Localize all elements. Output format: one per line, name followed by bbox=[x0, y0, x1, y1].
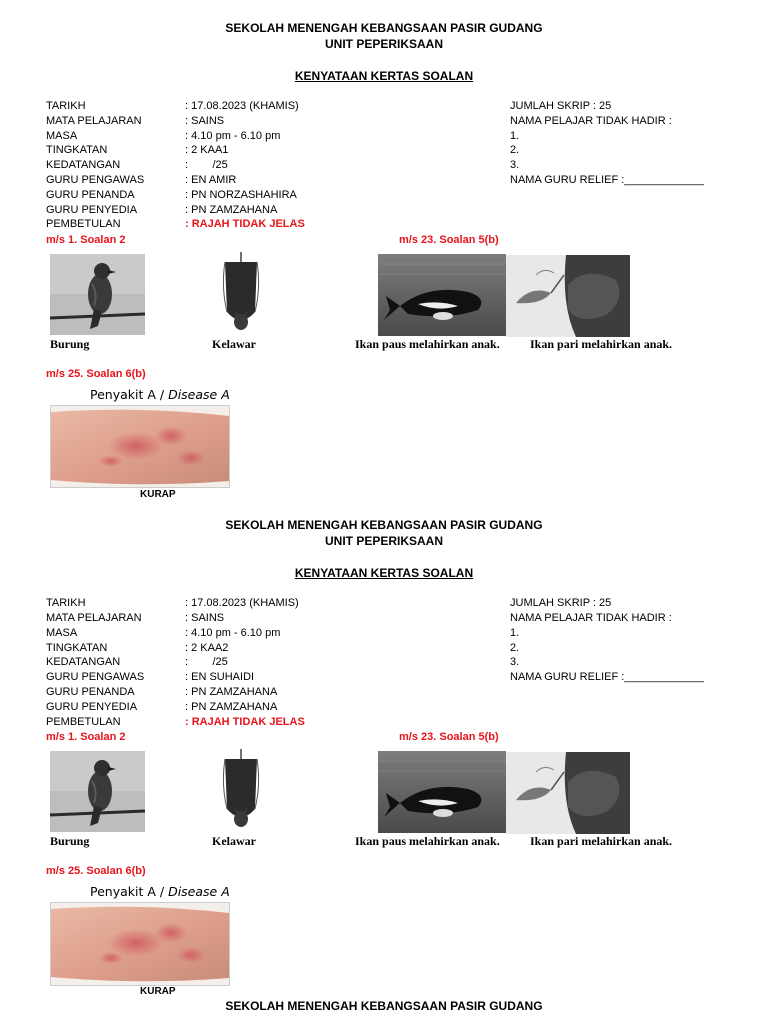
page-ref: m/s 1. Soalan 2 bbox=[46, 234, 126, 246]
field-label: TARIKH bbox=[46, 100, 86, 112]
field-value: : PN ZAMZAHANA bbox=[185, 686, 278, 698]
relief-teacher: NAMA GURU RELIEF :_____________ bbox=[510, 174, 704, 186]
field-value: : 17.08.2023 (KHAMIS) bbox=[185, 597, 299, 609]
field-value: : 2 KAA1 bbox=[185, 144, 229, 156]
field-label: MASA bbox=[46, 627, 78, 639]
document-title: KENYATAAN KERTAS SOALAN bbox=[294, 566, 474, 580]
field-label: PEMBETULAN bbox=[46, 716, 121, 728]
image-label: KURAP bbox=[140, 489, 176, 500]
field-label: GURU PENGAWAS bbox=[46, 174, 145, 186]
absent-item: 2. bbox=[510, 642, 520, 654]
caption: Kelawar bbox=[212, 337, 256, 351]
field-value: : /25 bbox=[185, 159, 228, 171]
field-value: : EN AMIR bbox=[185, 174, 237, 186]
disease-label: Penyakit A / Disease A bbox=[90, 884, 230, 899]
field-value: : 4.10 pm - 6.10 pm bbox=[185, 627, 281, 639]
field-label: TARIKH bbox=[46, 597, 86, 609]
field-value: : PN ZAMZAHANA bbox=[185, 204, 278, 216]
bird-image bbox=[50, 751, 145, 832]
absent-item: 1. bbox=[510, 130, 520, 142]
stingray-image bbox=[506, 255, 630, 337]
caption: Burung bbox=[50, 337, 90, 351]
image-label: KURAP bbox=[140, 986, 176, 997]
absent-item: 3. bbox=[510, 656, 520, 668]
school-name: SEKOLAH MENENGAH KEBANGSAAN PASIR GUDANG bbox=[225, 21, 543, 35]
bat-image bbox=[215, 252, 267, 335]
field-value: : 4.10 pm - 6.10 pm bbox=[185, 130, 281, 142]
caption: Ikan pari melahirkan anak. bbox=[530, 337, 673, 351]
skin-rash-image bbox=[50, 405, 230, 488]
caption: Ikan paus melahirkan anak. bbox=[355, 337, 500, 351]
document-title: KENYATAAN KERTAS SOALAN bbox=[294, 69, 474, 83]
skin-rash-image bbox=[50, 902, 230, 986]
whale-image bbox=[378, 254, 506, 336]
page-ref: m/s 1. Soalan 2 bbox=[46, 731, 126, 743]
absent-label: NAMA PELAJAR TIDAK HADIR : bbox=[510, 612, 672, 624]
caption: Kelawar bbox=[212, 834, 256, 848]
field-label: KEDATANGAN bbox=[46, 159, 121, 171]
correction-value: : RAJAH TIDAK JELAS bbox=[185, 218, 305, 230]
field-value: : PN NORZASHAHIRA bbox=[185, 189, 297, 201]
absent-item: 3. bbox=[510, 159, 520, 171]
total-scripts: JUMLAH SKRIP : 25 bbox=[510, 100, 612, 112]
field-label: KEDATANGAN bbox=[46, 656, 121, 668]
field-label: TINGKATAN bbox=[46, 144, 108, 156]
correction-value: : RAJAH TIDAK JELAS bbox=[185, 716, 305, 728]
stingray-image bbox=[506, 752, 630, 834]
field-value: : EN SUHAIDI bbox=[185, 671, 255, 683]
school-name-footer: SEKOLAH MENENGAH KEBANGSAAN PASIR GUDANG bbox=[225, 999, 543, 1013]
caption: Burung bbox=[50, 834, 90, 848]
bat-image bbox=[215, 749, 267, 832]
field-label: MASA bbox=[46, 130, 78, 142]
field-label: TINGKATAN bbox=[46, 642, 108, 654]
field-value: : PN ZAMZAHANA bbox=[185, 701, 278, 713]
page-ref: m/s 23. Soalan 5(b) bbox=[399, 731, 499, 743]
absent-item: 1. bbox=[510, 627, 520, 639]
caption: Ikan paus melahirkan anak. bbox=[355, 834, 500, 848]
total-scripts: JUMLAH SKRIP : 25 bbox=[510, 597, 612, 609]
field-label: PEMBETULAN bbox=[46, 218, 121, 230]
page-ref: m/s 25. Soalan 6(b) bbox=[46, 368, 146, 380]
field-label: GURU PENYEDIA bbox=[46, 701, 138, 713]
whale-image bbox=[378, 751, 506, 833]
field-value: : SAINS bbox=[185, 612, 225, 624]
field-label: GURU PENYEDIA bbox=[46, 204, 138, 216]
field-label: GURU PENGAWAS bbox=[46, 671, 145, 683]
field-label: GURU PENANDA bbox=[46, 189, 135, 201]
disease-label: Penyakit A / Disease A bbox=[90, 387, 230, 402]
school-name: SEKOLAH MENENGAH KEBANGSAAN PASIR GUDANG bbox=[225, 518, 543, 532]
unit-name: UNIT PEPERIKSAAN bbox=[324, 534, 443, 548]
field-value: : /25 bbox=[185, 656, 228, 668]
field-value: : 2 KAA2 bbox=[185, 642, 229, 654]
field-label: GURU PENANDA bbox=[46, 686, 135, 698]
caption: Ikan pari melahirkan anak. bbox=[530, 834, 673, 848]
page-ref: m/s 23. Soalan 5(b) bbox=[399, 234, 499, 246]
absent-label: NAMA PELAJAR TIDAK HADIR : bbox=[510, 115, 672, 127]
bird-image bbox=[50, 254, 145, 335]
field-value: : SAINS bbox=[185, 115, 225, 127]
absent-item: 2. bbox=[510, 144, 520, 156]
field-value: : 17.08.2023 (KHAMIS) bbox=[185, 100, 299, 112]
unit-name: UNIT PEPERIKSAAN bbox=[324, 37, 443, 51]
relief-teacher: NAMA GURU RELIEF :_____________ bbox=[510, 671, 704, 683]
field-label: MATA PELAJARAN bbox=[46, 115, 142, 127]
page-ref: m/s 25. Soalan 6(b) bbox=[46, 865, 146, 877]
field-label: MATA PELAJARAN bbox=[46, 612, 142, 624]
